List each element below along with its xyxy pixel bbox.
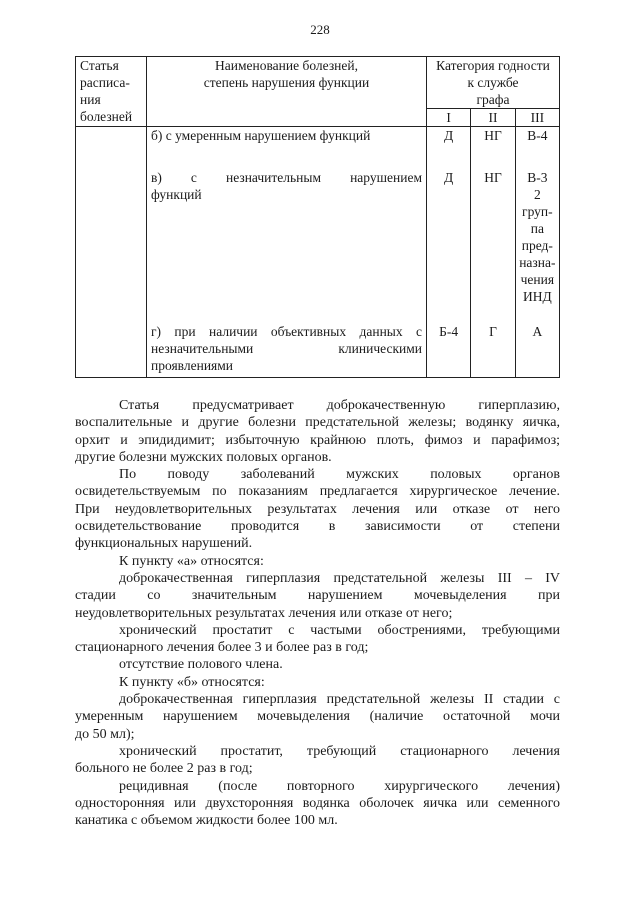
header-col-i: I <box>427 109 471 127</box>
paragraph-line: воспалительные и другие болезни предстательной железы; водянку яичка, <box>75 415 560 431</box>
paragraph-line: При неудовлетворительных результатах лечения или отказе от него <box>75 501 560 517</box>
row-g-g3: А <box>515 323 559 378</box>
paragraph-line: односторонняя или двухсторонняя водянка оболочек яичка или семенного <box>75 795 560 811</box>
table-row <box>76 127 560 170</box>
paragraph-line: доброкачественная гиперплазия предстательной железы II стадии с <box>119 692 560 708</box>
paragraph-line: хронический простатит, требующий стационарного лечения <box>119 743 560 759</box>
paragraph-line: до 50 мл); <box>75 726 135 742</box>
row-v-text: в) с незначительным нарушением функций <box>147 169 427 323</box>
row-g-text: г) при наличии объективных данных с незначительными клиническими проявлениями <box>147 323 427 378</box>
paragraph-line: Статья предусматривает доброкачественную гиперплазию, <box>119 398 560 413</box>
row-g-g1: Б-4 <box>427 323 471 378</box>
paragraph-line: освидетельствование проводится в зависимости от степени <box>75 519 560 535</box>
paragraph-line: канатика с объемом жидкости более 100 мл. <box>75 813 338 829</box>
row-g-g2: Г <box>471 323 515 378</box>
paragraph-line: отсутствие полового члена. <box>119 657 283 673</box>
fitness-category-table <box>75 56 560 378</box>
paragraph-line: По поводу заболеваний мужских половых органов <box>119 467 560 483</box>
paragraph-line: умеренным нарушением мочевыделения (наличие остаточной мочи <box>75 709 560 725</box>
table-header-row <box>76 57 560 92</box>
paragraph-line: другие болезни мужских половых органов. <box>75 449 332 465</box>
row-b-g2: НГ <box>471 127 515 170</box>
paragraph-line: стационарного лечения более 3 и более раз в год; <box>75 640 369 656</box>
row-b-text: б) с умеренным нарушением функций <box>147 127 427 170</box>
section-heading-b: К пункту «б» относятся: <box>119 674 265 690</box>
paragraph-line: больного не более 2 раз в год; <box>75 761 253 777</box>
paragraph-line: стадии со значительным нарушением мочевыделения при <box>75 588 560 604</box>
row-v-g1: Д <box>427 169 471 323</box>
paragraph-line: функциональных нарушений. <box>75 536 253 552</box>
paragraph-line: хронический простатит с частыми обострениями, требующими <box>119 622 560 638</box>
paragraph-line: орхит и эпидидимит; избыточную крайнюю плоть, фимоз и парафимоз; <box>75 432 560 448</box>
page-number: 228 <box>310 22 330 37</box>
paragraph-line: освидетельствуемым по показаниям предлагается хирургическое лечение. <box>75 484 560 500</box>
header-col-ii: II <box>471 109 515 127</box>
empty-article-cell <box>76 127 147 378</box>
header-category: Категория годности к службе <box>427 57 560 92</box>
row-v-g3: В-3 2 груп- па пред- назна- чения ИНД <box>515 169 559 323</box>
table-row <box>76 323 560 378</box>
row-b-g3: В-4 <box>515 127 559 170</box>
header-disease-name: Наименование болезней, степень нарушения функции <box>147 57 427 127</box>
header-col-iii: III <box>515 109 559 127</box>
row-v-g2: НГ <box>471 169 515 323</box>
paragraph-line: неудовлетворительных результатах лечения или отказе от него; <box>75 605 453 621</box>
paragraph-line: рецидивная (после повторного хирургического лечения) <box>119 778 560 794</box>
paragraph-line: доброкачественная гиперплазия предстательной железы III – IV <box>119 570 560 586</box>
header-article: Статья расписа- ния болезней <box>76 57 147 127</box>
row-b-g1: Д <box>427 127 471 170</box>
document-body <box>75 397 560 829</box>
table-row <box>76 169 560 323</box>
header-grafa: графа <box>427 91 560 109</box>
section-heading-a: К пункту «а» относятся: <box>119 553 264 569</box>
